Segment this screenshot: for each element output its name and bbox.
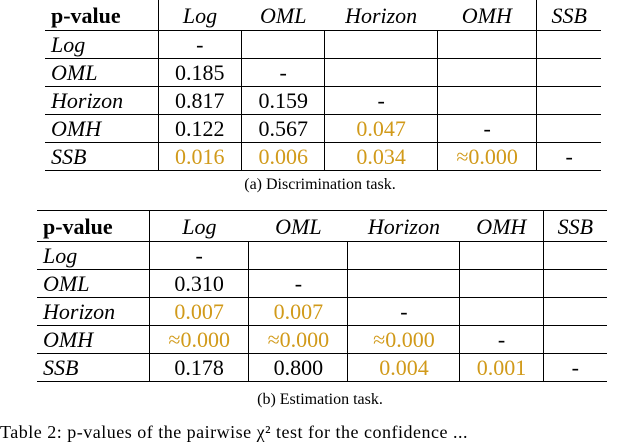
row-label: Log: [37, 242, 150, 270]
table-cell: [348, 270, 460, 298]
header-corner: p-value: [37, 211, 150, 242]
table-cell: -: [543, 354, 607, 382]
table-cell: 0.016: [158, 143, 241, 171]
row-label: Horizon: [37, 298, 150, 326]
table-cell: [241, 31, 324, 59]
row-label: OMH: [45, 115, 158, 143]
table-cell: ≈0.000: [348, 326, 460, 354]
estimation-p-value-table: [37, 210, 607, 382]
table-row: [45, 115, 601, 143]
table-cell: [543, 242, 607, 270]
table-cell: ≈0.000: [437, 143, 537, 171]
table-cell: [325, 31, 437, 59]
table-cell: 0.006: [241, 143, 324, 171]
table-cell: 0.007: [249, 298, 348, 326]
row-label: Log: [45, 31, 158, 59]
table-row: [37, 354, 607, 382]
row-label: Horizon: [45, 87, 158, 115]
table-cell: [460, 270, 543, 298]
header-corner: p-value: [45, 0, 158, 31]
header-ssb: SSB: [543, 211, 607, 242]
row-label: SSB: [45, 143, 158, 171]
header-oml: OML: [249, 211, 348, 242]
table-row: [37, 326, 607, 354]
table-cell: -: [537, 143, 601, 171]
table-cell: ≈0.000: [249, 326, 348, 354]
table-cell: -: [460, 326, 543, 354]
table-cell: -: [249, 270, 348, 298]
row-label: OML: [37, 270, 150, 298]
table-cell: [537, 59, 601, 87]
table-cell: [437, 87, 537, 115]
table-cell: [460, 242, 543, 270]
table-cell: -: [158, 31, 241, 59]
table-cell: [537, 87, 601, 115]
table-caption: (a) Discrimination task.: [244, 176, 396, 193]
table-cell: 0.034: [325, 143, 437, 171]
table-row: [45, 87, 601, 115]
table-cell: ≈0.000: [150, 326, 249, 354]
table-cell: 0.047: [325, 115, 437, 143]
table-cell: 0.310: [150, 270, 249, 298]
header-omh: OMH: [460, 211, 543, 242]
table-cell: -: [150, 242, 249, 270]
table-main-caption: Table 2: p-values of the pairwise χ² test for the confidence ...: [0, 422, 468, 442]
table-cell: [543, 298, 607, 326]
table-cell: 0.004: [348, 354, 460, 382]
table-row: [37, 270, 607, 298]
table-row: [45, 59, 601, 87]
header-log: Log: [158, 0, 241, 31]
header-oml: OML: [241, 0, 324, 31]
table-cell: [437, 31, 537, 59]
table-row: [45, 143, 601, 171]
table-cell: [325, 59, 437, 87]
table-cell: [249, 242, 348, 270]
table-cell: -: [437, 115, 537, 143]
table-cell: 0.007: [150, 298, 249, 326]
table-row: [37, 298, 607, 326]
table-cell: [543, 270, 607, 298]
table-cell: 0.800: [249, 354, 348, 382]
header-omh: OMH: [437, 0, 537, 31]
table-cell: -: [348, 298, 460, 326]
table-cell: [460, 298, 543, 326]
discrimination-p-value-table: [45, 0, 601, 171]
table-cell: 0.817: [158, 87, 241, 115]
table-cell: 0.567: [241, 115, 324, 143]
table-header-row: [37, 211, 607, 242]
table-cell: 0.159: [241, 87, 324, 115]
row-label: OMH: [37, 326, 150, 354]
table-cell: [543, 326, 607, 354]
table-header-row: [45, 0, 601, 31]
header-ssb: SSB: [537, 0, 601, 31]
table-cell: -: [325, 87, 437, 115]
row-label: SSB: [37, 354, 150, 382]
table-row: [37, 242, 607, 270]
table-cell: 0.001: [460, 354, 543, 382]
table-cell: -: [241, 59, 324, 87]
table-cell: 0.122: [158, 115, 241, 143]
table-cell: 0.178: [150, 354, 249, 382]
table-cell: [348, 242, 460, 270]
table-caption: (b) Estimation task.: [257, 391, 383, 408]
header-horizon: Horizon: [325, 0, 437, 31]
table-cell: [537, 31, 601, 59]
table-cell: [537, 115, 601, 143]
table-cell: [437, 59, 537, 87]
row-label: OML: [45, 59, 158, 87]
header-horizon: Horizon: [348, 211, 460, 242]
header-log: Log: [150, 211, 249, 242]
table-row: [45, 31, 601, 59]
table-cell: 0.185: [158, 59, 241, 87]
